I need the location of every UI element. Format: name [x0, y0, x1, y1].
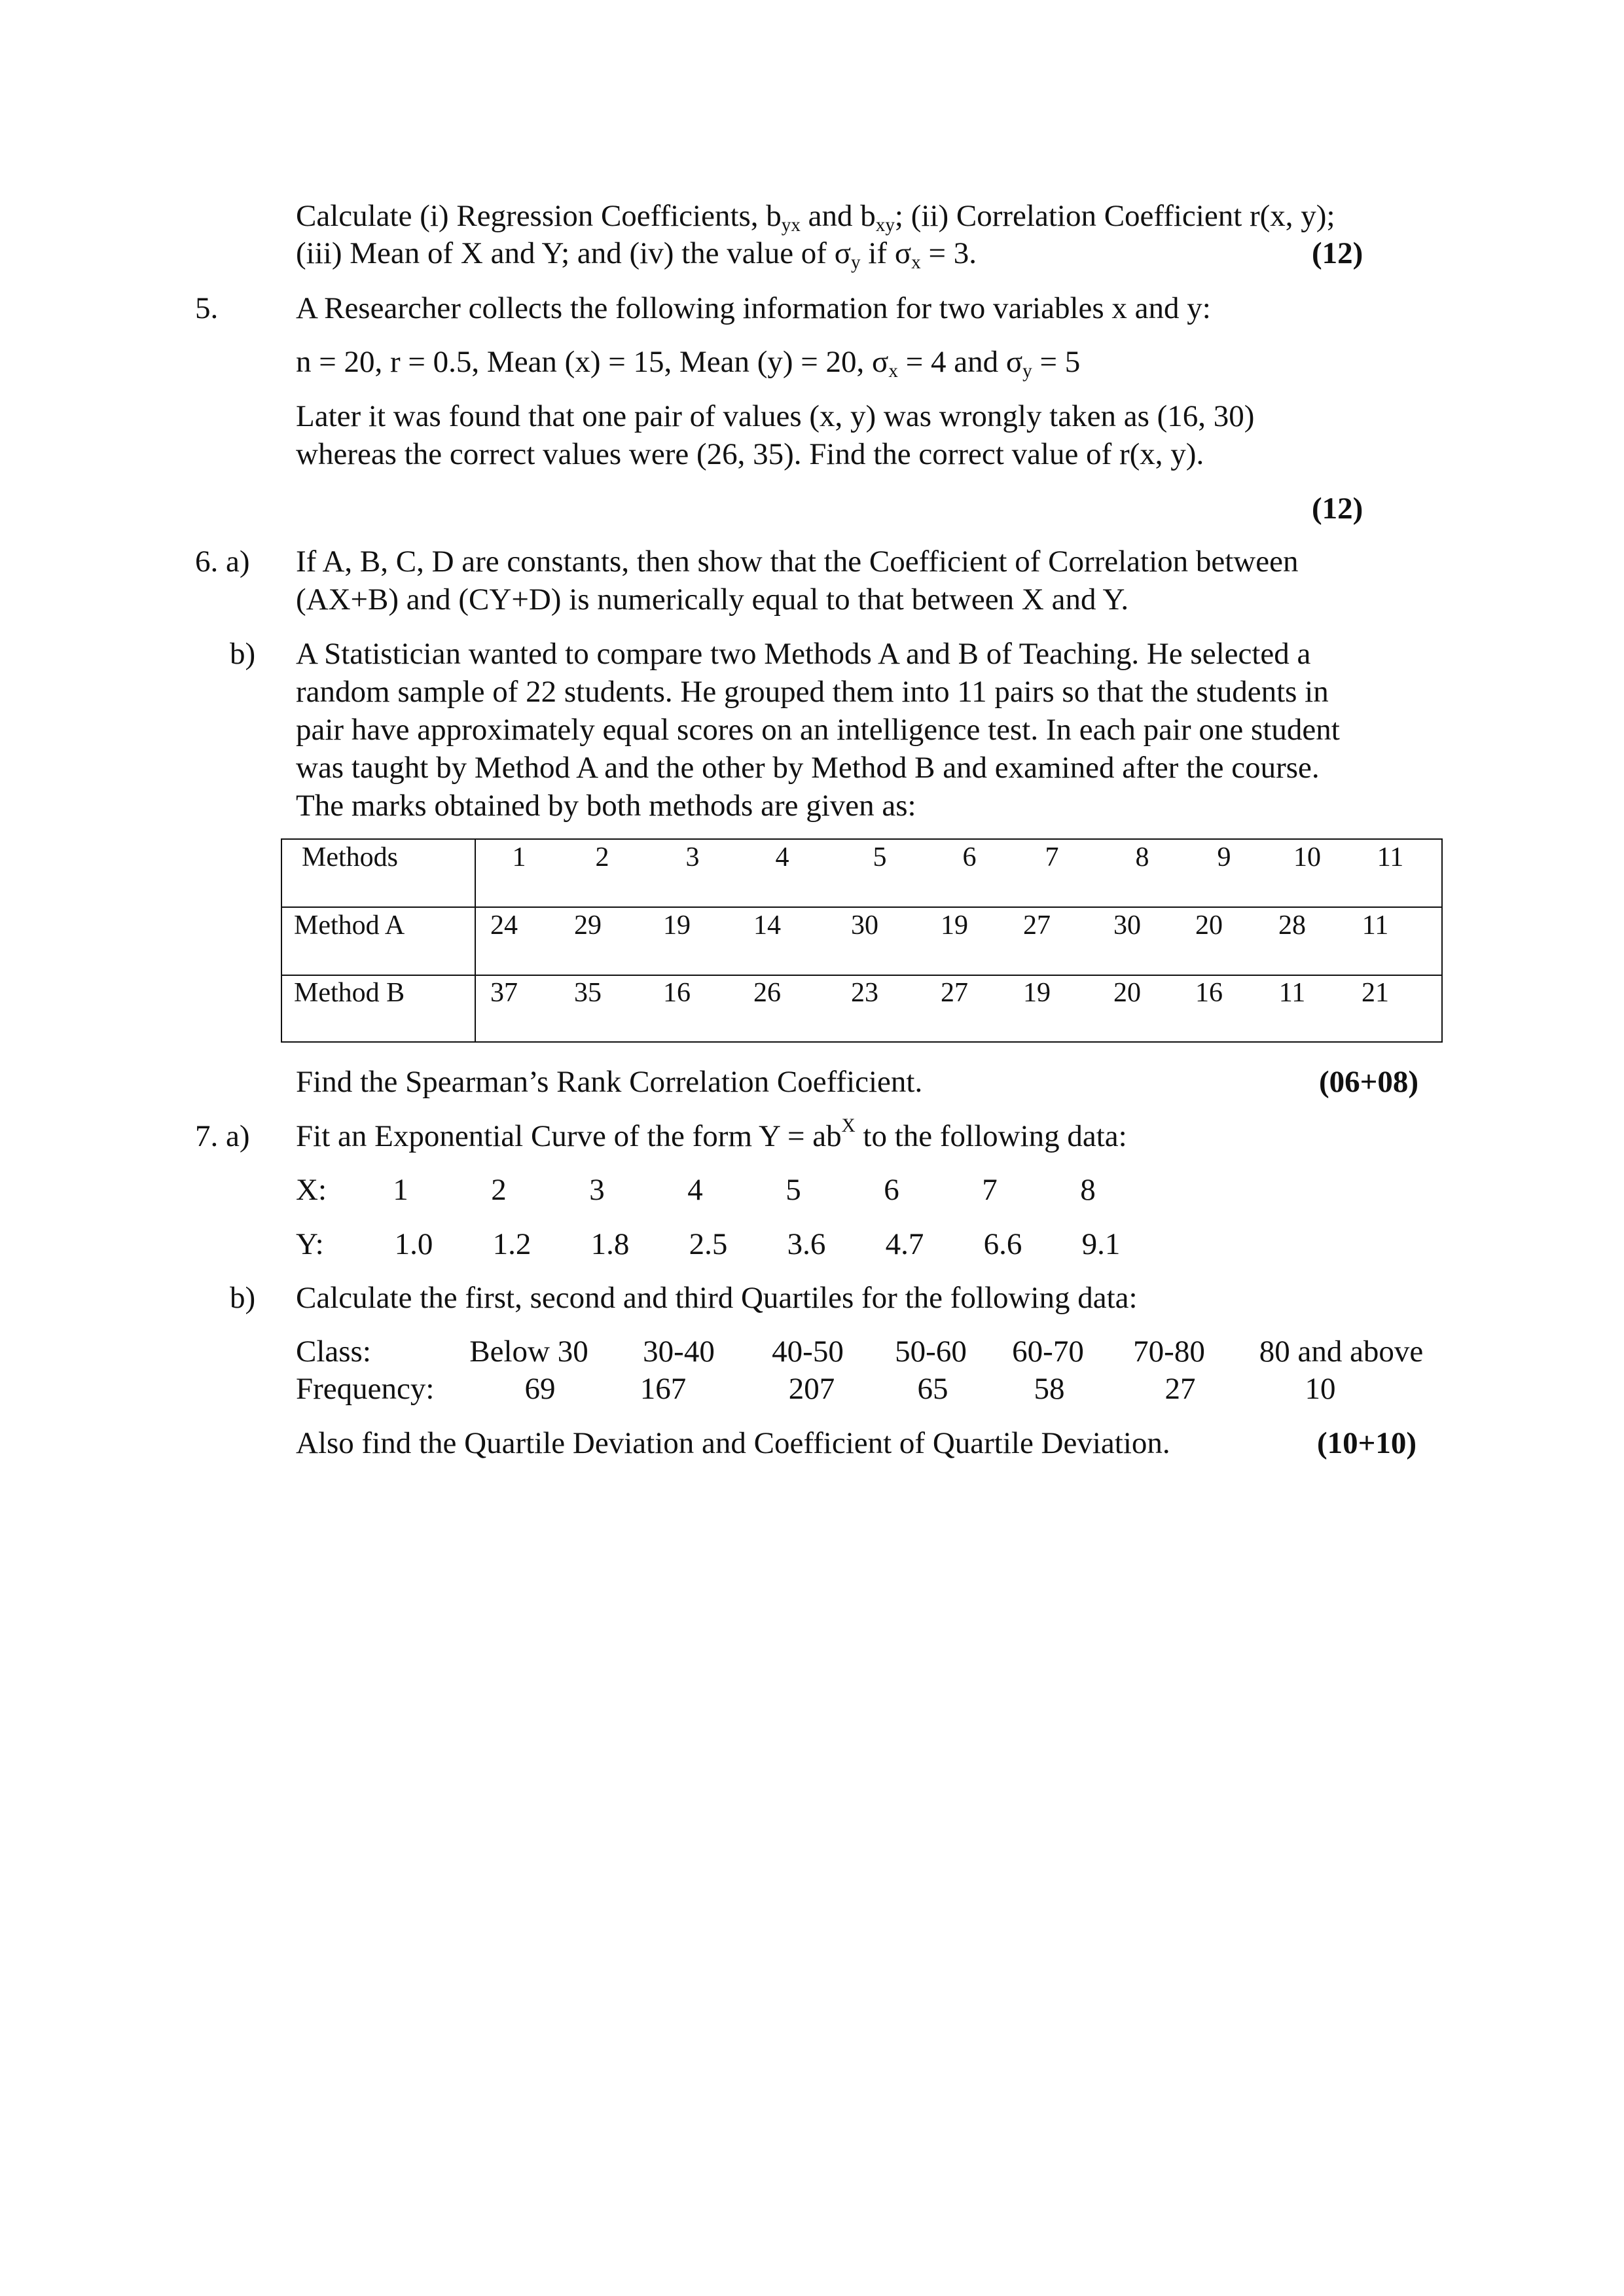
class-value: Below 30 — [469, 1335, 588, 1369]
q6b-line-5: The marks obtained by both methods are given as: — [296, 789, 916, 823]
y-value: 1.2 — [492, 1227, 532, 1261]
q6b-label: b) — [230, 637, 256, 671]
y-value: 2.5 — [689, 1227, 728, 1261]
q6-marks: (06+08) — [1319, 1065, 1419, 1099]
class-value: 80 and above — [1259, 1335, 1424, 1369]
q6-number: 6. a) — [195, 545, 250, 579]
q5-number: 5. — [195, 291, 219, 325]
y-value: 6.6 — [983, 1227, 1022, 1261]
q7-number: 7. a) — [195, 1119, 250, 1153]
table-header-cell: 1 — [512, 842, 526, 872]
x-value: 1 — [393, 1173, 408, 1207]
table-cell: 21 — [1362, 978, 1389, 1008]
table-header-cell: 3 — [685, 842, 700, 872]
table-cell: 27 — [941, 978, 968, 1008]
table-cell: 27 — [1023, 910, 1051, 941]
table-cell: 23 — [851, 978, 878, 1008]
x-label: X: — [296, 1173, 327, 1207]
table-header-cell: 8 — [1135, 842, 1149, 872]
table-cell: 37 — [490, 978, 518, 1008]
q5-given: n = 20, r = 0.5, Mean (x) = 15, Mean (y) = 20, $\sigma_x = 4$ and $\sigma_y = 5$ — [296, 345, 1081, 382]
x-value: 6 — [884, 1173, 899, 1207]
class-value: 30-40 — [643, 1335, 715, 1369]
table-header-cell: 4 — [775, 842, 789, 872]
table-cell: 35 — [574, 978, 602, 1008]
class-value: 40-50 — [772, 1335, 844, 1369]
q6a-line-1: If A, B, C, D are constants, then show that the Coefficient of Correlation between — [296, 545, 1299, 579]
q6-after-table: Find the Spearman’s Rank Correlation Coefficient. — [296, 1065, 923, 1099]
q4-marks: (12) — [1312, 236, 1363, 270]
frequency-label: Frequency: — [296, 1372, 435, 1406]
class-value: 50-60 — [895, 1335, 967, 1369]
table-cell: 19 — [1023, 978, 1051, 1008]
q6b-line-4: was taught by Method A and the other by Method B and examined after the course. — [296, 751, 1320, 785]
table-header-cell: 10 — [1293, 842, 1321, 872]
table-cell: 20 — [1113, 978, 1141, 1008]
x-value: 2 — [491, 1173, 507, 1207]
q7a-line: Fit an Exponential Curve of the form $Y = ab^X$ to the following data: — [296, 1115, 1127, 1153]
frequency-value: 207 — [788, 1372, 835, 1406]
q4-line-1: Calculate (i) Regression Coefficients, $b_{yx}$ and $b_{xy}$; (ii) Correlation Coefficient r(x, y); — [296, 199, 1335, 236]
q5-marks: (12) — [1312, 492, 1363, 526]
x-value: 5 — [785, 1173, 801, 1207]
table-row-label: Method B — [294, 978, 405, 1008]
table-cell: 20 — [1195, 910, 1223, 941]
class-label: Class: — [296, 1335, 371, 1369]
class-value: 70-80 — [1133, 1335, 1205, 1369]
table-cell: 14 — [753, 910, 781, 941]
y-value: 1.8 — [590, 1227, 630, 1261]
x-value: 4 — [687, 1173, 703, 1207]
y-label: Y: — [296, 1227, 324, 1261]
table-cell: 24 — [490, 910, 518, 941]
table-cell: 11 — [1278, 978, 1306, 1008]
table-cell: 19 — [941, 910, 968, 941]
q5-line-1: A Researcher collects the following information for two variables x and y: — [296, 291, 1211, 325]
x-value: 8 — [1080, 1173, 1096, 1207]
table-cell: 30 — [851, 910, 878, 941]
table-divider-row-1 — [282, 906, 1441, 908]
class-value: 60-70 — [1012, 1335, 1084, 1369]
table-cell: 29 — [574, 910, 602, 941]
frequency-value: 27 — [1164, 1372, 1196, 1406]
table-header-cell: 7 — [1045, 842, 1059, 872]
q6b-line-2: random sample of 22 students. He grouped them into 11 pairs so that the students in — [296, 675, 1329, 709]
y-value: 4.7 — [885, 1227, 924, 1261]
q7b-line: Calculate the first, second and third Quartiles for the following data: — [296, 1281, 1138, 1315]
q6a-line-2: (AX+B) and (CY+D) is numerically equal to that between X and Y. — [296, 583, 1129, 617]
table-header-cell: 6 — [962, 842, 977, 872]
y-value: 1.0 — [394, 1227, 433, 1261]
table-cell: 16 — [663, 978, 691, 1008]
frequency-value: 69 — [524, 1372, 556, 1406]
table-row-label: Method A — [294, 910, 405, 941]
q7b-label: b) — [230, 1281, 256, 1315]
table-cell: 28 — [1278, 910, 1306, 941]
table-cell: 30 — [1113, 910, 1141, 941]
q5-line-3: Later it was found that one pair of values (x, y) was wrongly taken as (16, 30) — [296, 399, 1255, 433]
table-cell: 26 — [753, 978, 781, 1008]
q6b-line-1: A Statistician wanted to compare two Methods A and B of Teaching. He selected a — [296, 637, 1311, 671]
x-value: 7 — [982, 1173, 998, 1207]
frequency-value: 58 — [1034, 1372, 1065, 1406]
table-header-cell: 5 — [873, 842, 887, 872]
table-header-cell: 9 — [1217, 842, 1231, 872]
frequency-value: 167 — [640, 1372, 687, 1406]
q5-line-4: whereas the correct values were (26, 35). Find the correct value of r(x, y). — [296, 437, 1204, 471]
table-header-cell: 11 — [1377, 842, 1404, 872]
table-cell: 19 — [663, 910, 691, 941]
x-value: 3 — [589, 1173, 605, 1207]
q4-line-2: (iii) Mean of X and Y; and (iv) the value of $\sigma_y$ if $\sigma_x = 3$. — [296, 236, 977, 274]
frequency-value: 65 — [917, 1372, 948, 1406]
frequency-value: 10 — [1305, 1372, 1336, 1406]
table-cell: 16 — [1195, 978, 1223, 1008]
y-value: 3.6 — [787, 1227, 826, 1261]
q6b-line-3: pair have approximately equal scores on an intelligence test. In each pair one student — [296, 713, 1340, 747]
y-value: 9.1 — [1081, 1227, 1121, 1261]
table-divider-vertical — [475, 840, 476, 1041]
table-header-label: Methods — [302, 842, 398, 872]
q7-last-line: Also find the Quartile Deviation and Coefficient of Quartile Deviation. — [296, 1426, 1170, 1460]
table-cell: 11 — [1362, 910, 1389, 941]
table-header-cell: 2 — [595, 842, 609, 872]
q7-marks: (10+10) — [1317, 1426, 1417, 1460]
